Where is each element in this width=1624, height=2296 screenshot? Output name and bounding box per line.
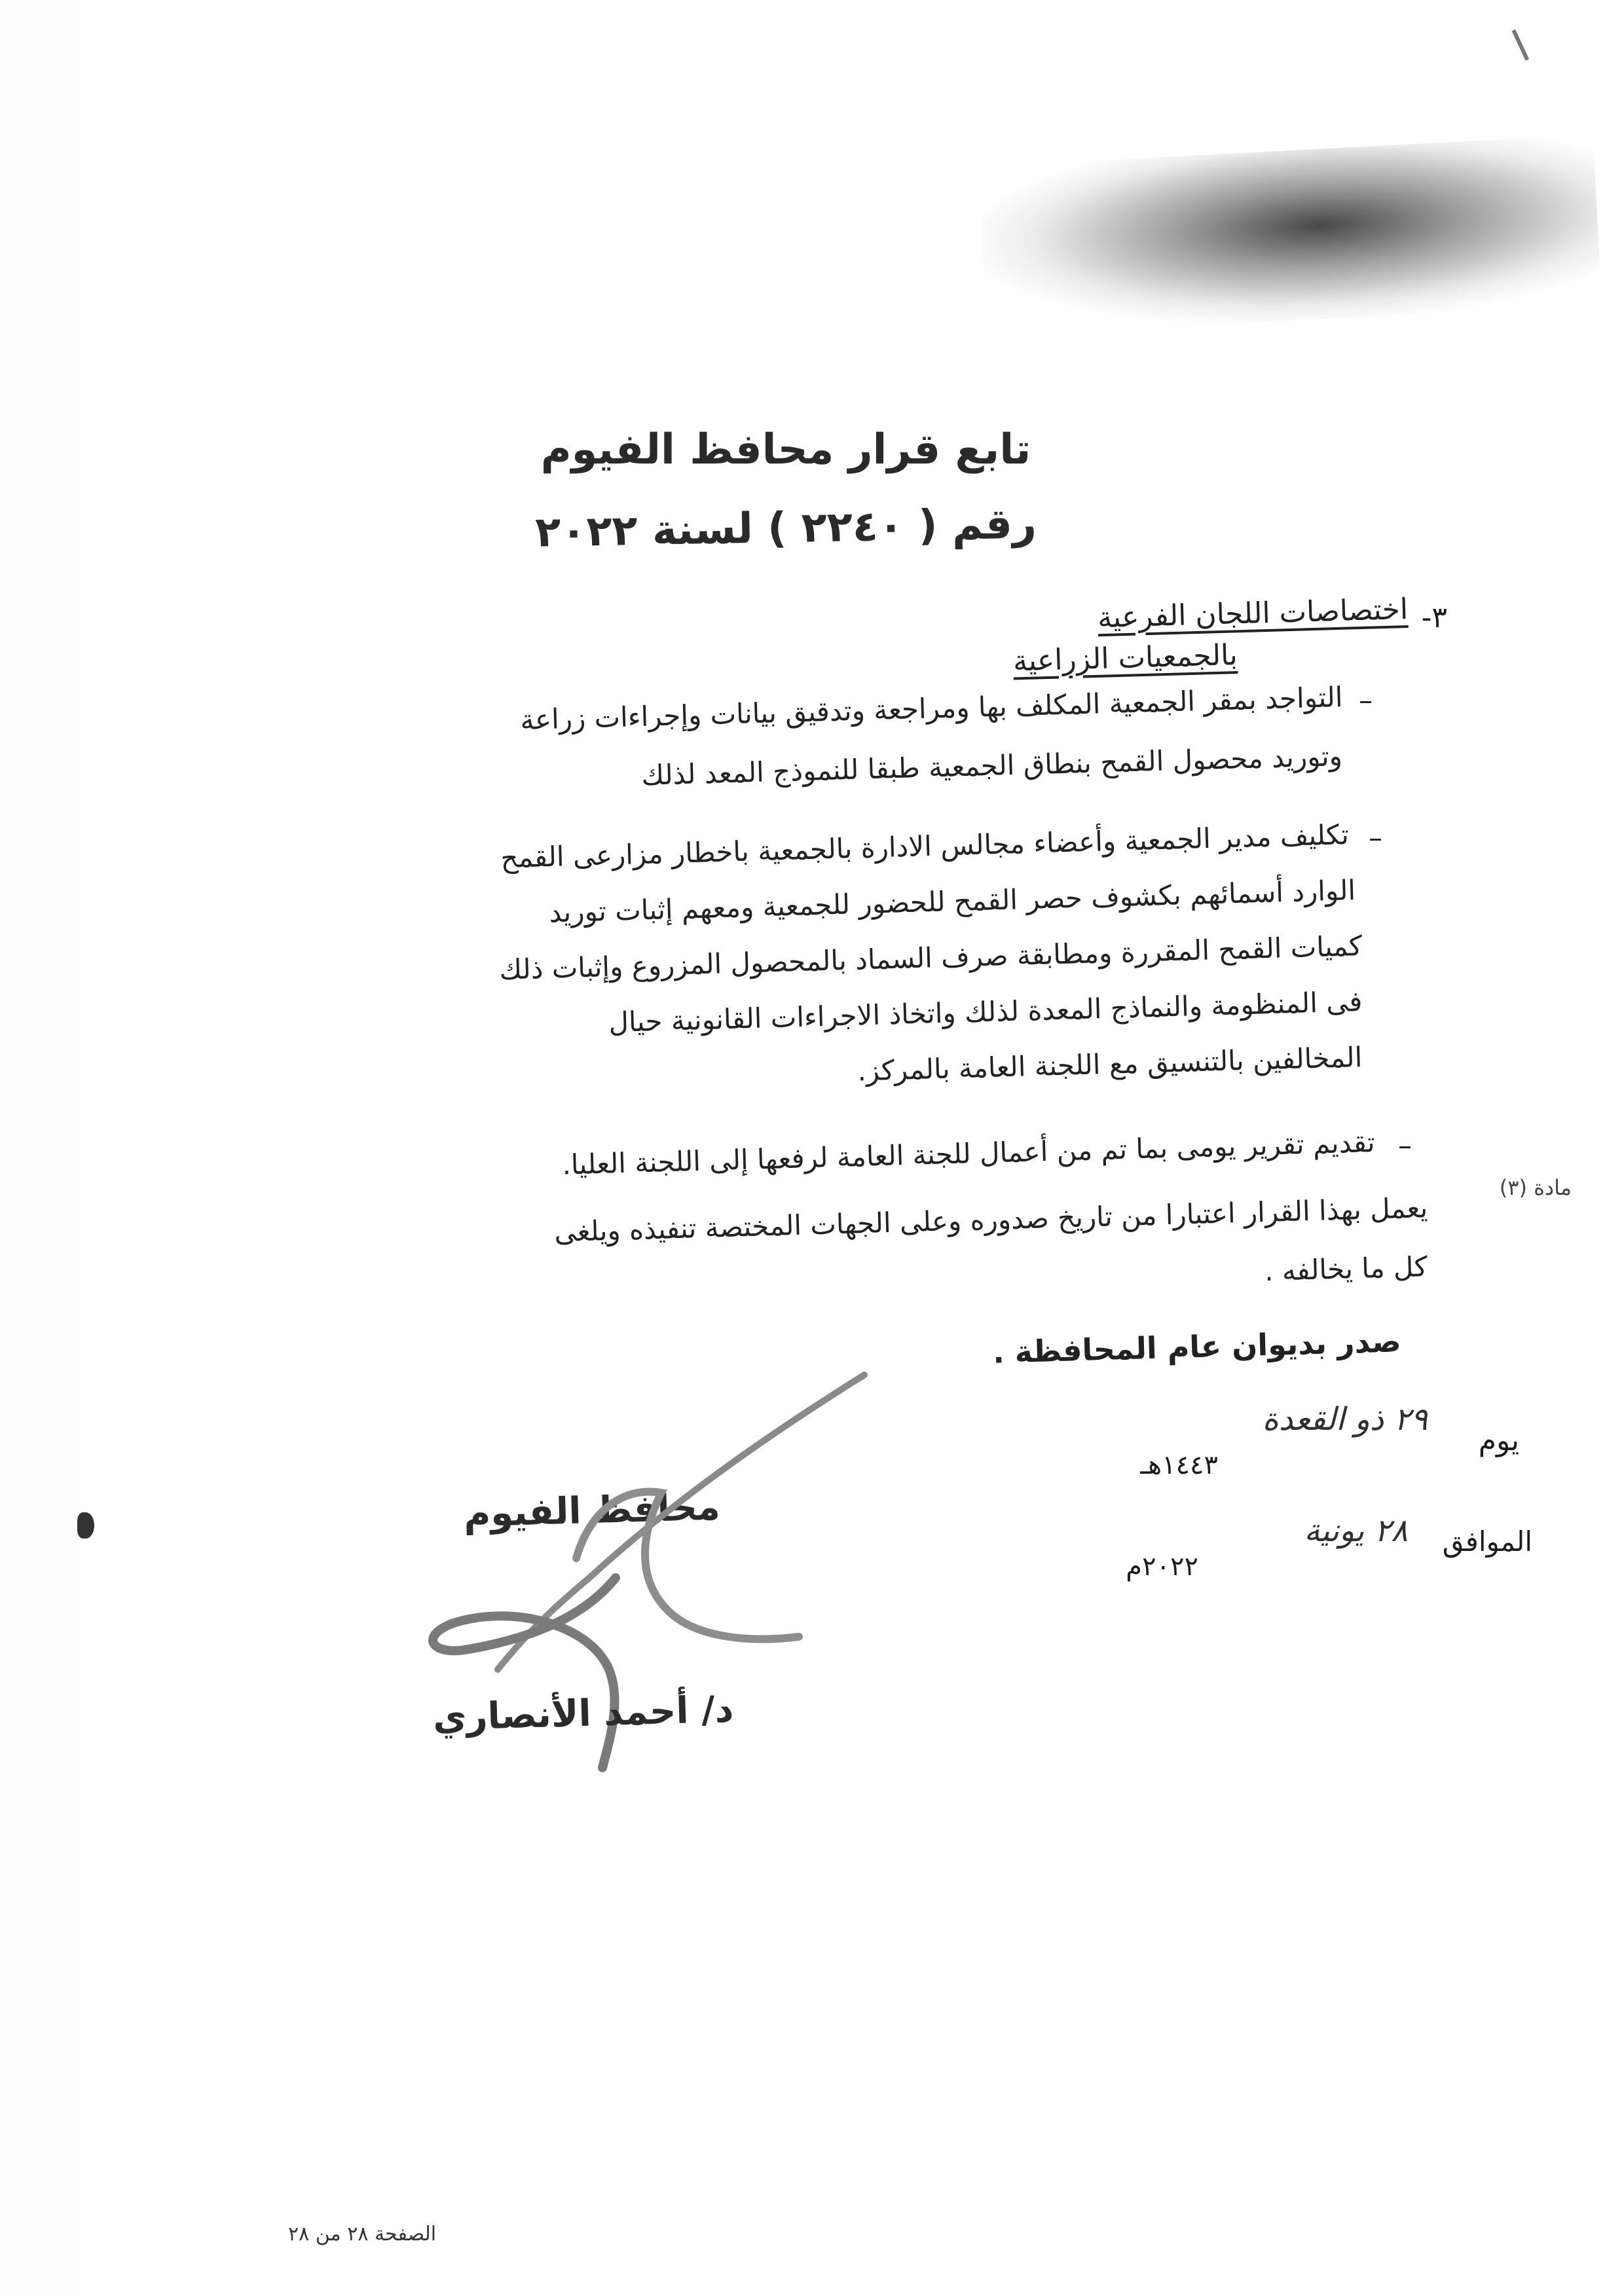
scan-smudge bbox=[978, 135, 1602, 337]
bullet-marker: – bbox=[1369, 822, 1382, 854]
gregorian-date-prefix: الموافق bbox=[1442, 1525, 1532, 1558]
decree-title: تابع قرار محافظ الفيوم bbox=[540, 426, 1031, 474]
governor-name: د/ أحمد الأنصاري bbox=[432, 1688, 734, 1740]
hijri-date-handwritten: ٢٩ ذو القعدة bbox=[1262, 1401, 1428, 1438]
article-line-2: كل ما يخالفه . bbox=[1264, 1250, 1428, 1287]
article-line-1: يعمل بهذا القرار اعتبارا من تاريخ صدوره وعلى الجهات المختصة تنفيذه ويلغى bbox=[553, 1192, 1428, 1248]
bullet-1-line-2: وتوريد محصول القمح بنطاق الجمعية طبقا للنموذج المعد لذلك bbox=[640, 740, 1343, 792]
bullet-2-line-5: المخالفين بالتنسيق مع اللجنة العامة بالمركز. bbox=[857, 1041, 1363, 1087]
bullet-2-line-1: تكليف مدير الجمعية وأعضاء مجالس الادارة بالجمعية باخطار مزارعى القمح bbox=[500, 818, 1350, 875]
governor-title: محافظ الفيوم bbox=[463, 1485, 721, 1536]
page-number: الصفحة ٢٨ من ٢٨ bbox=[288, 2223, 437, 2246]
bullet-1-line-1: التواجد بمقر الجمعية المكلف بها ومراجعة وتدقيق بيانات وإجراءات زراعة bbox=[519, 681, 1343, 737]
bullet-marker: – bbox=[1359, 684, 1373, 716]
issued-statement: صدر بديوان عام المحافظة . bbox=[992, 1323, 1402, 1370]
scan-punch-mark bbox=[77, 1512, 94, 1539]
section-number: ٣- bbox=[1421, 601, 1447, 634]
decree-number: رقم ( ٢٢٤٠ ) لسنة ٢٠٢٢ bbox=[534, 500, 1037, 557]
bullet-3-line-1: تقديم تقرير يومى بما تم من أعمال للجنة العامة لرفعها إلى اللجنة العليا. bbox=[562, 1126, 1376, 1181]
section-heading: اختصاصات اللجان الفرعية bbox=[1097, 592, 1409, 635]
hijri-year: ١٤٤٣هـ bbox=[1140, 1450, 1218, 1480]
bullet-marker: – bbox=[1398, 1129, 1412, 1161]
gregorian-date-handwritten: ٢٨ يونية bbox=[1304, 1512, 1408, 1549]
article-label: مادة (٣) bbox=[1499, 1175, 1572, 1200]
section-heading-cont: بالجمعيات الزراعية bbox=[1012, 638, 1238, 678]
bullet-2-line-2: الوارد أسمائهم بكشوف حصر القمح للحضور للجمعية ومعهم إثبات توريد bbox=[548, 874, 1356, 929]
bullet-2-line-3: كميات القمح المقررة ومطابقة صرف السماد بالمحصول المزروع وإثبات ذلك bbox=[498, 930, 1363, 986]
gregorian-year: ٢٠٢٢م bbox=[1126, 1552, 1198, 1582]
bullet-2-line-4: فى المنظومة والنماذج المعدة لذلك واتخاذ الاجراءات القانونية حيال bbox=[608, 985, 1363, 1039]
hijri-date-prefix: يوم bbox=[1478, 1424, 1519, 1457]
